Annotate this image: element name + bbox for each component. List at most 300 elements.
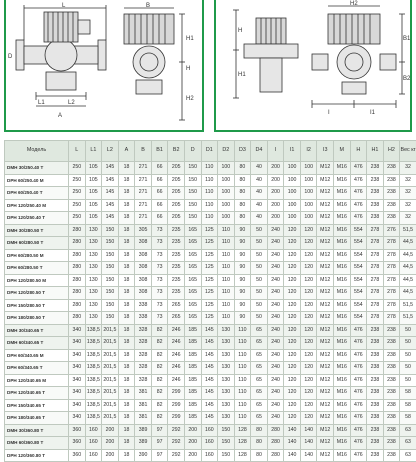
table-row	[5, 162, 416, 175]
table-cell: 150	[184, 187, 201, 200]
table-row	[5, 399, 416, 412]
table-cell: 120	[284, 349, 301, 362]
table-row	[5, 324, 416, 337]
table-cell: 120	[284, 337, 301, 350]
table-cell: 200	[267, 187, 284, 200]
dim-label-h1-right: H1	[238, 72, 246, 78]
table-cell: 100	[284, 174, 301, 187]
table-cell: 105	[85, 187, 102, 200]
table-cell: 238	[383, 424, 400, 437]
table-cell: M12	[317, 274, 334, 287]
table-cell: 328	[135, 374, 152, 387]
table-cell: 340	[69, 349, 86, 362]
table-cell: 238	[367, 374, 384, 387]
table-cell: 82	[151, 412, 168, 425]
table-cell: 110	[218, 224, 235, 237]
table-cell: 100	[218, 212, 235, 225]
dim-label-b1-right: B1	[403, 36, 410, 42]
table-cell: 82	[151, 374, 168, 387]
table-cell: 138,5	[85, 412, 102, 425]
table-cell: 100	[300, 199, 317, 212]
table-cell: 105	[85, 212, 102, 225]
table-cell: M16	[334, 299, 351, 312]
table-cell: 150	[218, 424, 235, 437]
table-cell: 18	[118, 374, 135, 387]
table-cell: 110	[218, 312, 235, 325]
dim-label-b: B	[146, 3, 150, 9]
table-cell: 50	[400, 337, 416, 350]
table-cell: 235	[168, 237, 185, 250]
table-cell: 90	[234, 287, 251, 300]
table-cell: 246	[168, 324, 185, 337]
table-cell: 308	[135, 237, 152, 250]
table-cell: 65	[251, 412, 268, 425]
table-cell: 120	[284, 274, 301, 287]
table-cell: 18	[118, 212, 135, 225]
column-header: D3	[234, 141, 251, 162]
table-cell: 150	[102, 237, 119, 250]
table-cell: 476	[350, 324, 367, 337]
table-cell: 120	[300, 262, 317, 275]
table-cell: 165	[184, 299, 201, 312]
table-cell: 238	[383, 387, 400, 400]
table-cell: 18	[118, 274, 135, 287]
dim-label-h2: H2	[186, 96, 194, 102]
table-cell: M12	[317, 374, 334, 387]
table-cell: 238	[367, 424, 384, 437]
table-cell: 32	[400, 162, 416, 175]
table-cell: 18	[118, 312, 135, 325]
table-cell: 100	[218, 199, 235, 212]
table-cell: 73	[151, 274, 168, 287]
table-cell: 120	[284, 249, 301, 262]
table-cell: 250	[69, 174, 86, 187]
drawing-side-view	[214, 0, 412, 132]
table-cell: 82	[151, 324, 168, 337]
table-cell: 130	[218, 387, 235, 400]
table-cell: 125	[201, 312, 218, 325]
table-cell: 145	[201, 349, 218, 362]
table-cell: 145	[102, 162, 119, 175]
table-cell: 240	[267, 362, 284, 375]
table-cell: 185	[184, 374, 201, 387]
table-cell: 73	[151, 312, 168, 325]
table-cell: 238	[383, 199, 400, 212]
table-cell: M12	[317, 212, 334, 225]
model-cell: DPH 120/250.40 M	[5, 199, 69, 212]
table-cell: 476	[350, 199, 367, 212]
table-cell: 165	[184, 274, 201, 287]
table-cell: 100	[218, 187, 235, 200]
column-header: I	[267, 141, 284, 162]
table-cell: 338	[135, 299, 152, 312]
table-cell: 205	[168, 162, 185, 175]
table-cell: 389	[135, 424, 152, 437]
table-cell: 150	[102, 262, 119, 275]
table-cell: M16	[334, 212, 351, 225]
table-cell: 110	[234, 387, 251, 400]
table-cell: 271	[135, 162, 152, 175]
table-cell: 292	[168, 424, 185, 437]
table-cell: 150	[218, 437, 235, 450]
table-cell: 360	[69, 437, 86, 450]
table-cell: 238	[383, 337, 400, 350]
table-row	[5, 437, 416, 450]
table-cell: 185	[184, 412, 201, 425]
table-cell: 110	[234, 362, 251, 375]
table-cell: 82	[151, 349, 168, 362]
table-cell: 65	[251, 374, 268, 387]
table-cell: 44,5	[400, 262, 416, 275]
table-cell: 130	[85, 312, 102, 325]
table-cell: 554	[350, 274, 367, 287]
table-cell: 140	[300, 424, 317, 437]
table-row	[5, 187, 416, 200]
table-cell: 340	[69, 412, 86, 425]
table-cell: M12	[317, 187, 334, 200]
table-cell: 238	[383, 162, 400, 175]
dimensions-table	[4, 140, 416, 462]
table-cell: 200	[184, 449, 201, 462]
table-cell: 250	[69, 199, 86, 212]
table-cell: 58	[400, 387, 416, 400]
table-cell: M12	[317, 387, 334, 400]
model-cell: DPH 180/280.50 T	[5, 312, 69, 325]
table-cell: 110	[201, 174, 218, 187]
table-cell: 97	[151, 449, 168, 462]
table-cell: 238	[367, 187, 384, 200]
table-cell: 110	[201, 162, 218, 175]
table-cell: 97	[151, 437, 168, 450]
table-cell: 120	[284, 324, 301, 337]
table-cell: 120	[284, 299, 301, 312]
table-cell: 120	[300, 324, 317, 337]
table-cell: 305	[135, 224, 152, 237]
table-cell: 299	[168, 399, 185, 412]
table-cell: 278	[367, 262, 384, 275]
table-cell: 160	[201, 424, 218, 437]
table-cell: 40	[251, 199, 268, 212]
table-cell: 110	[218, 274, 235, 287]
table-cell: 120	[284, 224, 301, 237]
table-cell: 40	[251, 162, 268, 175]
table-cell: 240	[267, 374, 284, 387]
model-cell: DPH 150/280.50 T	[5, 299, 69, 312]
table-cell: 278	[383, 274, 400, 287]
table-cell: 360	[69, 424, 86, 437]
table-cell: 120	[284, 287, 301, 300]
table-cell: M12	[317, 287, 334, 300]
table-cell: 100	[300, 174, 317, 187]
table-cell: 476	[350, 187, 367, 200]
table-cell: 476	[350, 337, 367, 350]
table-cell: 65	[251, 337, 268, 350]
table-cell: 51,5	[400, 312, 416, 325]
table-cell: 271	[135, 199, 152, 212]
table-cell: 120	[300, 312, 317, 325]
table-cell: 278	[383, 237, 400, 250]
table-cell: 160	[85, 424, 102, 437]
table-cell: 120	[300, 412, 317, 425]
table-cell: 73	[151, 287, 168, 300]
table-cell: 138,5	[85, 374, 102, 387]
table-cell: 63	[400, 437, 416, 450]
table-cell: 246	[168, 349, 185, 362]
table-cell: 110	[218, 299, 235, 312]
table-cell: 278	[383, 312, 400, 325]
table-cell: 160	[85, 449, 102, 462]
table-cell: 185	[184, 349, 201, 362]
table-cell: 50	[251, 274, 268, 287]
table-cell: 97	[151, 424, 168, 437]
table-cell: 476	[350, 437, 367, 450]
table-cell: 130	[85, 249, 102, 262]
table-cell: 238	[367, 412, 384, 425]
table-cell: 32	[400, 174, 416, 187]
table-cell: 278	[367, 224, 384, 237]
table-cell: 80	[251, 424, 268, 437]
table-cell: 554	[350, 237, 367, 250]
table-cell: 50	[400, 349, 416, 362]
table-cell: 90	[234, 274, 251, 287]
table-cell: 100	[284, 187, 301, 200]
table-cell: 340	[69, 399, 86, 412]
table-cell: 185	[184, 324, 201, 337]
table-cell: 381	[135, 412, 152, 425]
table-cell: 138,5	[85, 349, 102, 362]
table-cell: M16	[334, 287, 351, 300]
model-cell: DPH 120/340.65 T	[5, 387, 69, 400]
table-cell: 120	[300, 399, 317, 412]
table-cell: M16	[334, 224, 351, 237]
table-cell: 381	[135, 399, 152, 412]
table-cell: 130	[85, 224, 102, 237]
column-header: I3	[317, 141, 334, 162]
table-cell: M16	[334, 412, 351, 425]
table-cell: 280	[69, 249, 86, 262]
table-cell: 160	[201, 449, 218, 462]
table-cell: 150	[184, 174, 201, 187]
table-cell: M16	[334, 262, 351, 275]
table-cell: 90	[234, 299, 251, 312]
table-cell: 299	[168, 387, 185, 400]
table-cell: 110	[234, 349, 251, 362]
table-cell: 125	[201, 299, 218, 312]
table-cell: 120	[300, 337, 317, 350]
table-cell: 65	[251, 387, 268, 400]
table-cell: 130	[218, 374, 235, 387]
table-cell: 278	[383, 249, 400, 262]
model-cell: DMH 60/280.50 T	[5, 237, 69, 250]
table-cell: 201,5	[102, 349, 119, 362]
table-cell: M12	[317, 424, 334, 437]
table-cell: 58	[400, 412, 416, 425]
table-cell: 554	[350, 249, 367, 262]
table-cell: 240	[267, 312, 284, 325]
model-cell: DPH 60/280.50 T	[5, 262, 69, 275]
table-cell: 138,5	[85, 399, 102, 412]
table-cell: 476	[350, 349, 367, 362]
column-header: I1	[284, 141, 301, 162]
table-cell: 381	[135, 387, 152, 400]
table-cell: 51,5	[400, 224, 416, 237]
table-cell: 238	[383, 187, 400, 200]
table-cell: 205	[168, 212, 185, 225]
table-cell: 240	[267, 274, 284, 287]
table-cell: 554	[350, 299, 367, 312]
table-cell: 32	[400, 187, 416, 200]
table-cell: 44,5	[400, 249, 416, 262]
table-cell: 145	[201, 374, 218, 387]
table-cell: 18	[118, 187, 135, 200]
table-cell: M12	[317, 362, 334, 375]
table-cell: 80	[251, 437, 268, 450]
table-cell: 238	[367, 399, 384, 412]
table-cell: 271	[135, 212, 152, 225]
table-cell: M12	[317, 312, 334, 325]
table-cell: 82	[151, 399, 168, 412]
table-cell: 18	[118, 387, 135, 400]
table-cell: 120	[300, 374, 317, 387]
table-cell: 150	[102, 274, 119, 287]
dim-label-l: L	[62, 3, 66, 9]
table-cell: 280	[69, 224, 86, 237]
table-cell: 63	[400, 449, 416, 462]
table-cell: 278	[367, 237, 384, 250]
table-cell: 18	[118, 237, 135, 250]
model-cell: DPH 180/340.65 T	[5, 412, 69, 425]
table-cell: 280	[69, 237, 86, 250]
table-cell: 73	[151, 299, 168, 312]
table-cell: 280	[69, 287, 86, 300]
table-cell: 120	[300, 362, 317, 375]
table-cell: M16	[334, 199, 351, 212]
table-cell: 238	[367, 162, 384, 175]
model-cell: DPH 60/340.65 M	[5, 349, 69, 362]
table-cell: 120	[284, 362, 301, 375]
table-cell: 128	[234, 424, 251, 437]
table-cell: 18	[118, 449, 135, 462]
table-cell: M16	[334, 387, 351, 400]
table-cell: 238	[367, 387, 384, 400]
table-cell: 110	[234, 374, 251, 387]
side-view-svg	[216, 0, 410, 130]
table-cell: 476	[350, 362, 367, 375]
table-cell: 138,5	[85, 362, 102, 375]
table-cell: 130	[85, 299, 102, 312]
table-cell: 145	[102, 174, 119, 187]
table-cell: 40	[251, 212, 268, 225]
table-cell: 476	[350, 162, 367, 175]
table-cell: 110	[201, 199, 218, 212]
table-cell: 246	[168, 362, 185, 375]
table-cell: M12	[317, 249, 334, 262]
table-row	[5, 224, 416, 237]
table-cell: 280	[69, 274, 86, 287]
column-header: L2	[102, 141, 119, 162]
table-cell: 246	[168, 374, 185, 387]
table-cell: 110	[218, 262, 235, 275]
table-cell: 100	[300, 187, 317, 200]
dim-label-h1: H1	[186, 36, 194, 42]
table-cell: 90	[234, 249, 251, 262]
table-cell: 18	[118, 249, 135, 262]
table-cell: 145	[201, 387, 218, 400]
table-cell: M16	[334, 312, 351, 325]
table-row	[5, 262, 416, 275]
dim-label-l1: L1	[38, 100, 45, 106]
column-header: A	[118, 141, 135, 162]
table-cell: 145	[102, 212, 119, 225]
table-cell: 50	[400, 374, 416, 387]
model-cell: DMH 30/280.50 T	[5, 224, 69, 237]
column-header: B	[135, 141, 152, 162]
table-cell: 145	[201, 337, 218, 350]
table-row	[5, 374, 416, 387]
column-header: B1	[151, 141, 168, 162]
table-cell: M12	[317, 224, 334, 237]
table-cell: 73	[151, 262, 168, 275]
table-cell: 140	[284, 437, 301, 450]
table-cell: 18	[118, 224, 135, 237]
table-cell: 280	[267, 424, 284, 437]
table-cell: 240	[267, 387, 284, 400]
table-cell: 200	[184, 424, 201, 437]
model-cell: DPH 120/280.50 M	[5, 274, 69, 287]
table-row	[5, 299, 416, 312]
table-cell: 280	[267, 437, 284, 450]
table-cell: 265	[168, 312, 185, 325]
column-header: L	[69, 141, 86, 162]
table-cell: 50	[251, 224, 268, 237]
table-cell: 238	[367, 337, 384, 350]
table-body	[5, 162, 416, 462]
table-cell: 145	[102, 187, 119, 200]
table-row	[5, 199, 416, 212]
table-cell: 130	[85, 274, 102, 287]
table-cell: 150	[184, 162, 201, 175]
table-cell: M12	[317, 412, 334, 425]
table-cell: 120	[300, 287, 317, 300]
table-cell: 554	[350, 224, 367, 237]
table-cell: 140	[284, 424, 301, 437]
table-cell: 554	[350, 262, 367, 275]
table-cell: 150	[102, 249, 119, 262]
table-cell: 18	[118, 174, 135, 187]
model-cell: DMH 30/340.65 T	[5, 324, 69, 337]
table-cell: 120	[284, 312, 301, 325]
table-cell: 200	[102, 449, 119, 462]
table-cell: 328	[135, 349, 152, 362]
table-cell: M16	[334, 274, 351, 287]
table-cell: 130	[85, 237, 102, 250]
table-cell: 200	[102, 424, 119, 437]
table-cell: 80	[234, 199, 251, 212]
table-cell: 165	[184, 287, 201, 300]
table-cell: 240	[267, 249, 284, 262]
model-cell: DMH 60/340.65 T	[5, 337, 69, 350]
table-cell: 44,5	[400, 274, 416, 287]
table-cell: 185	[184, 399, 201, 412]
table-row	[5, 424, 416, 437]
table-cell: 250	[69, 187, 86, 200]
table-cell: 100	[284, 162, 301, 175]
front-view-svg	[6, 0, 202, 130]
table-cell: 110	[218, 249, 235, 262]
table-cell: 145	[201, 412, 218, 425]
dim-label-a: A	[58, 113, 62, 119]
table-cell: 200	[102, 437, 119, 450]
